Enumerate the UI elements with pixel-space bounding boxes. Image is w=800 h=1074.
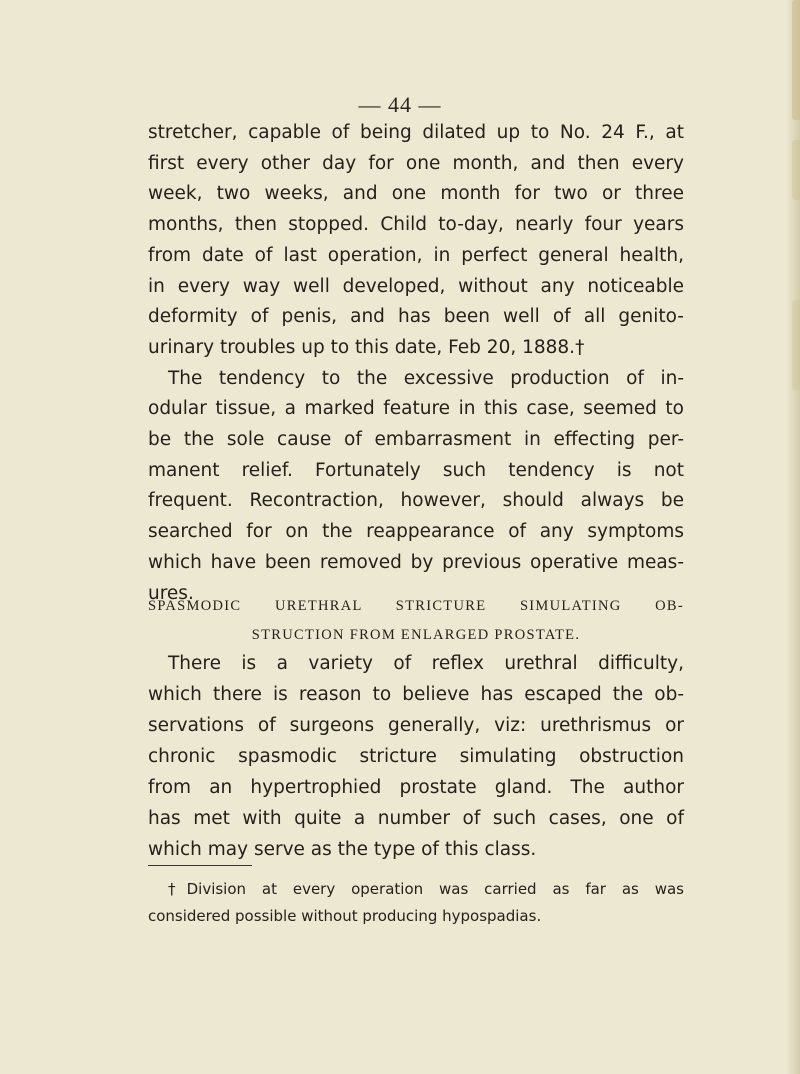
footnote-line: †Division at every operation was carried as far as was (168, 880, 684, 898)
footnote-line: considered possible without producing hypospadias. (148, 907, 542, 925)
body-line: week, two weeks, and one month for two or three (148, 183, 684, 205)
body-line: from an hypertrophied prostate gland. The author (148, 777, 684, 798)
section-heading-line: SPASMODIC URETHRAL STRICTURE SIMULATING OB- (148, 598, 684, 614)
body-line: ures. (148, 582, 194, 604)
body-line: which there is reason to believe has escaped the ob- (148, 684, 684, 705)
body-line: The tendency to the excessive production of in- (168, 367, 684, 389)
body-line: manent relief. Fortunately such tendency is not (148, 459, 684, 481)
body-line: chronic spasmodic stricture simulating obstruction (148, 746, 684, 767)
body-line: odular tissue, a marked feature in this case, seemed to (148, 398, 684, 420)
page-number: — 44 — (358, 92, 442, 117)
page-edge-stain (792, 300, 800, 390)
section-heading (148, 592, 684, 650)
body-line: searched for on the reappearance of any symptoms (148, 521, 684, 543)
body-paragraphs (148, 118, 684, 609)
section-heading-line: STRUCTION FROM ENLARGED PROSTATE. (251, 627, 581, 643)
section-paragraph (148, 648, 684, 865)
body-line: be the sole cause of embarrasment in effecting per- (148, 429, 684, 451)
footnote (148, 876, 684, 930)
body-line: stretcher, capable of being dilated up to No. 24 F., at (148, 122, 684, 143)
page-edge-stain (792, 140, 800, 200)
body-line: from date of last operation, in perfect general health, (148, 244, 684, 266)
body-line: There is a variety of reflex urethral difficulty, (168, 653, 684, 674)
body-line: urinary troubles up to this date, Feb 20, 1888.† (148, 336, 585, 358)
body-line: deformity of penis, and has been well of all genito- (148, 306, 684, 328)
body-line: has met with quite a number of such cases, one of (148, 808, 684, 829)
body-line: frequent. Recontraction, however, should always be (148, 490, 684, 512)
body-line: which have been removed by previous operative meas- (148, 551, 684, 573)
body-line: first every other day for one month, and then every (148, 152, 684, 174)
body-line: servations of surgeons generally, viz: urethrismus or (148, 715, 684, 736)
body-line: in every way well developed, without any noticeable (148, 275, 684, 297)
body-line: which may serve as the type of this class. (148, 839, 537, 860)
body-line: months, then stopped. Child to-day, nearly four years (148, 214, 684, 236)
footnote-divider (148, 865, 252, 866)
